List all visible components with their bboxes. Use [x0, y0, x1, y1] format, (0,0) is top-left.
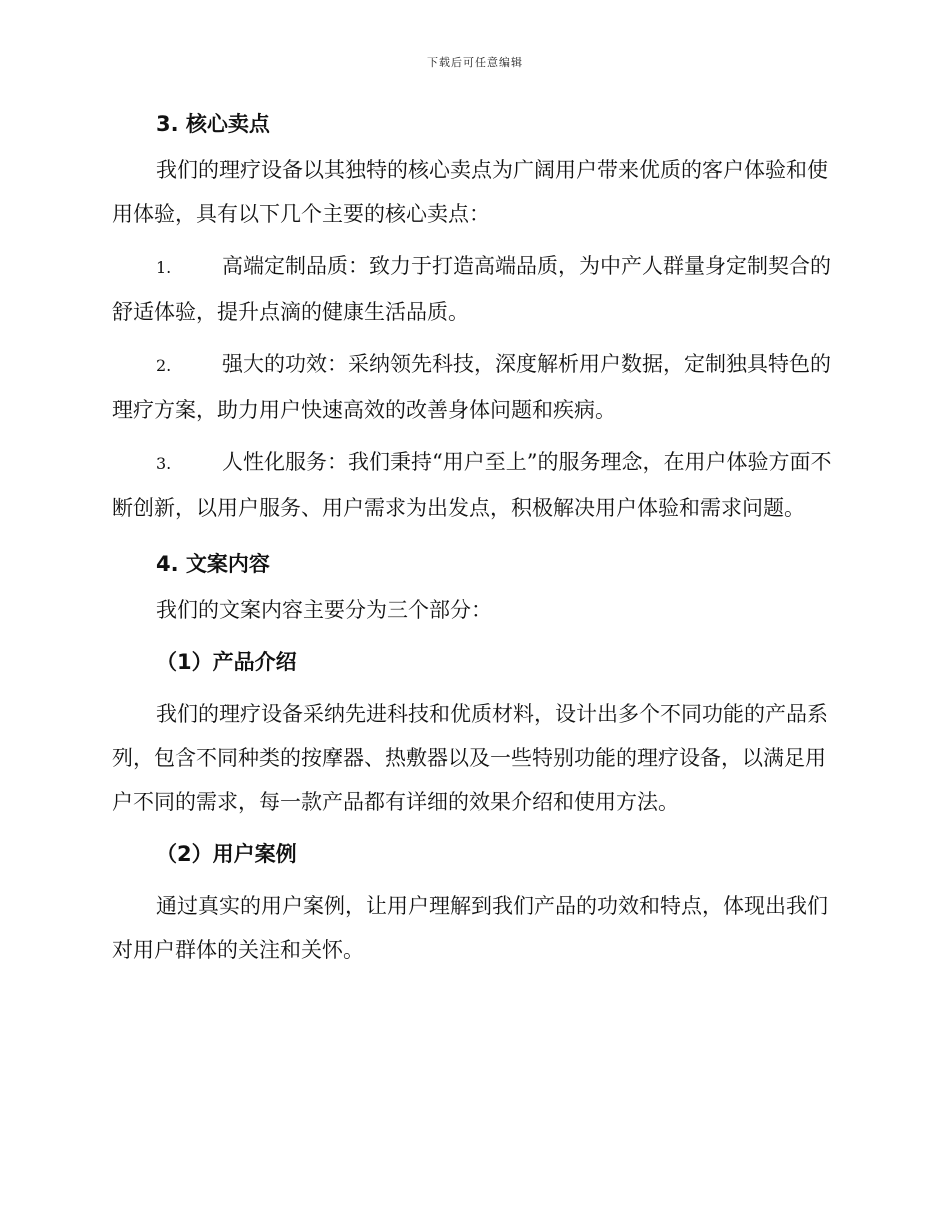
list-text: 高端定制品质：致力于打造高端品质，为中产人群量身定制契合的舒适体验，提升点滴的健康生活品质。 [112, 254, 831, 324]
section-4-title: 4. 文案内容 [156, 552, 270, 576]
section-4-intro: 我们的文案内容主要分为三个部分： [156, 598, 492, 622]
list-number: 2. [156, 356, 172, 375]
subsection-1-text: 我们的理疗设备采纳先进科技和优质材料，设计出多个不同功能的产品系列，包含不同种类的按摩器、热敷器以及一些特别功能的理疗设备，以满足用户不同的需求，每一款产品都有详细的效果介绍和使用方法。 [112, 702, 828, 814]
page-header: 下载后可任意编辑 [427, 56, 523, 69]
list-item [112, 342, 832, 432]
list-text: 强大的功效：采纳领先科技，深度解析用户数据，定制独具特色的理疗方案，助力用户快速高效的改善身体问题和疾病。 [112, 352, 831, 422]
list-item [112, 440, 832, 530]
section-3-intro: 我们的理疗设备以其独特的核心卖点为广阔用户带来优质的客户体验和使用体验，具有以下几个主要的核心卖点： [112, 158, 828, 226]
section-3-title: 3. 核心卖点 [156, 112, 270, 136]
list-item [112, 244, 832, 334]
list-number: 1. [156, 258, 172, 277]
subsection-2-text: 通过真实的用户案例，让用户理解到我们产品的功效和特点，体现出我们对用户群体的关注和关怀。 [112, 894, 828, 962]
document-body [112, 108, 832, 972]
list-number: 3. [156, 454, 172, 473]
list-text: 人性化服务：我们秉持“用户至上”的服务理念，在用户体验方面不断创新，以用户服务、用户需求为出发点，积极解决用户体验和需求问题。 [112, 450, 832, 520]
subsection-2-title: （2）用户案例 [156, 842, 297, 866]
subsection-1-title: （1）产品介绍 [156, 650, 297, 674]
